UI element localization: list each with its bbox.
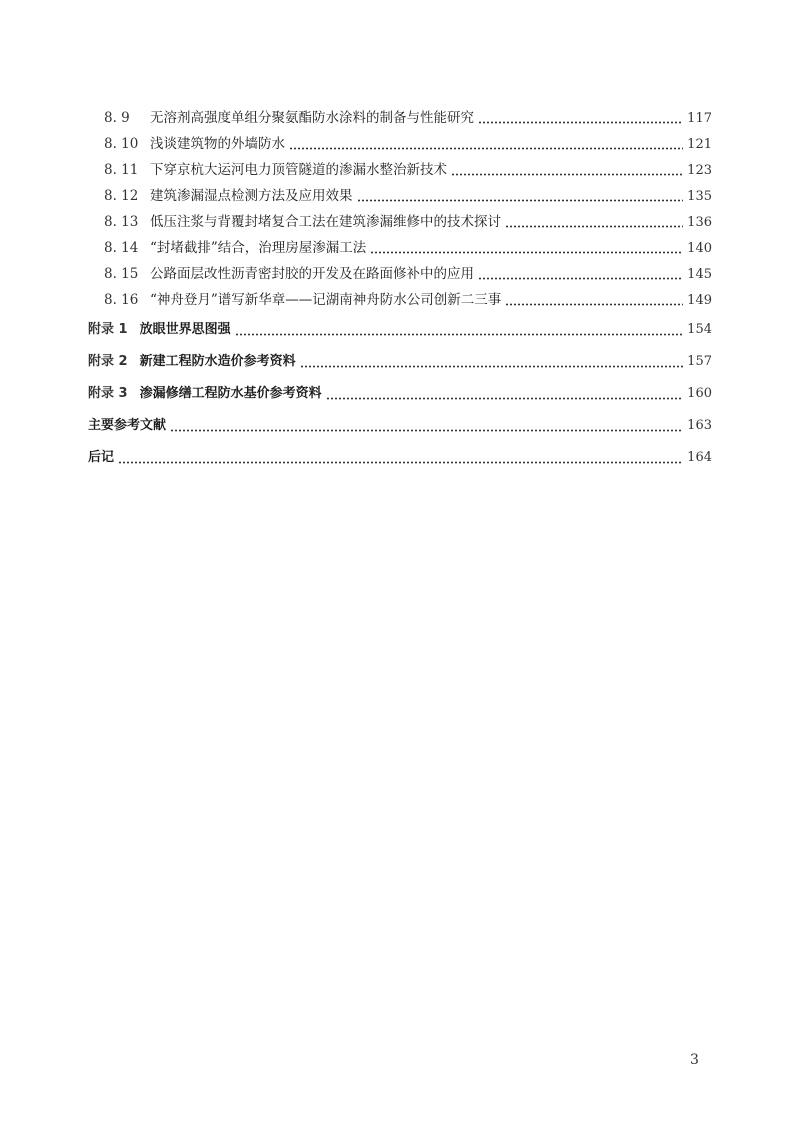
entry-page: 149 (687, 293, 712, 308)
dot-leader (357, 199, 684, 202)
entry-number: 8. 14 (104, 240, 139, 256)
entry-title: 后记 (88, 450, 115, 465)
afterword-entry (88, 448, 712, 468)
toc-entry (104, 108, 712, 129)
toc-entry (104, 134, 712, 155)
appendix-entry (88, 384, 712, 404)
entry-title: 无溶剂高强度单组分聚氨酯防水涂料的制备与性能研究 (150, 110, 474, 126)
entry-page: 121 (687, 137, 712, 152)
entry-number: 8. 9 (104, 110, 130, 126)
entry-page: 154 (687, 322, 712, 337)
entry-page: 145 (687, 267, 712, 282)
toc-entry (104, 212, 712, 233)
entry-title: 放眼世界思图强 (139, 322, 231, 337)
toc-entry (104, 186, 712, 207)
dot-leader (235, 333, 684, 336)
entry-page: 117 (687, 111, 712, 126)
entry-number: 8. 12 (104, 188, 139, 204)
entry-title: 主要参考文献 (88, 418, 167, 433)
entry-number: 8. 15 (104, 266, 139, 282)
dot-leader (478, 277, 683, 280)
entry-number: 8. 16 (104, 292, 139, 308)
entry-number: 附录 1 (88, 322, 128, 337)
entry-page: 164 (687, 450, 712, 465)
dot-leader (505, 303, 683, 306)
entry-title: 低压注浆与背覆封堵复合工法在建筑渗漏维修中的技术探讨 (150, 214, 501, 230)
toc-entry (104, 264, 712, 285)
toc-entry (104, 160, 712, 181)
entry-title: 新建工程防水造价参考资料 (139, 354, 296, 369)
entry-page: 135 (687, 189, 712, 204)
entry-page: 160 (687, 386, 712, 401)
entry-title: 浅谈建筑物的外墙防水 (150, 136, 285, 152)
dot-leader (478, 121, 683, 124)
entry-title: “封堵截排”结合，治理房屋渗漏工法 (150, 240, 367, 256)
entry-number: 8. 10 (104, 136, 139, 152)
dot-leader (170, 429, 683, 432)
entry-number: 附录 2 (88, 354, 128, 369)
entry-number: 8. 11 (104, 162, 139, 178)
dot-leader (289, 147, 683, 150)
appendix-entry (88, 320, 712, 340)
dot-leader (370, 251, 683, 254)
dot-leader (326, 397, 684, 400)
page-number: 3 (690, 1052, 699, 1068)
dot-leader (118, 461, 683, 464)
entry-title: 公路面层改性沥青密封胶的开发及在路面修补中的应用 (150, 266, 474, 282)
dot-leader (505, 225, 683, 228)
dot-leader (300, 365, 684, 368)
entry-title: 建筑渗漏湿点检测方法及应用效果 (150, 188, 353, 204)
entry-page: 136 (687, 215, 712, 230)
entry-page: 140 (687, 241, 712, 256)
entry-number: 8. 13 (104, 214, 139, 230)
appendix-entry (88, 352, 712, 372)
entry-title: 渗漏修缮工程防水基价参考资料 (139, 386, 322, 401)
entry-page: 163 (687, 418, 712, 433)
toc-entry (104, 290, 712, 311)
entry-title: “神舟登月”谱写新华章——记湖南神舟防水公司创新二三事 (150, 292, 502, 308)
entry-number: 附录 3 (88, 386, 128, 401)
entry-page: 157 (687, 354, 712, 369)
entry-title: 下穿京杭大运河电力顶管隧道的渗漏水整治新技术 (150, 162, 447, 178)
dot-leader (451, 173, 683, 176)
toc-entry (104, 238, 712, 259)
entry-page: 123 (687, 163, 712, 178)
references-entry (88, 416, 712, 436)
